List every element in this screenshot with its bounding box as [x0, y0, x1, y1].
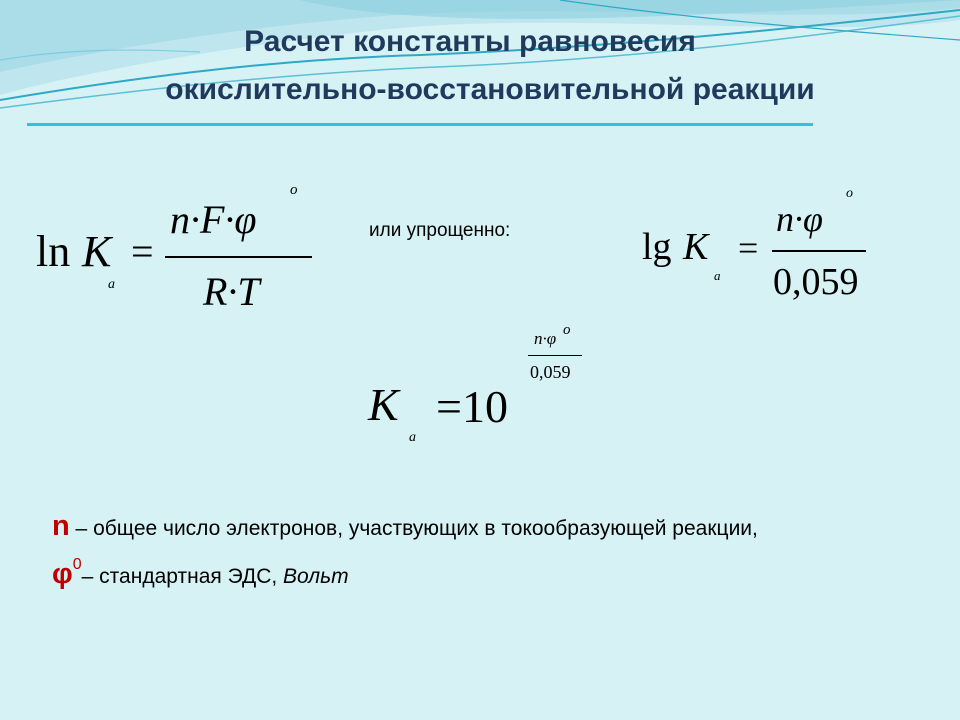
k-subscript-a: a [108, 277, 115, 292]
exponent-superscript-o: o [563, 322, 571, 338]
title-underline [27, 123, 813, 126]
phi-symbol: φ [52, 558, 73, 590]
fraction-bar [165, 256, 312, 258]
phi-description: – стандартная ЭДС, [81, 565, 284, 588]
fraction-denominator: R·T [203, 269, 260, 314]
fraction-numerator: n·φ [776, 199, 823, 239]
legend-phi [52, 556, 349, 591]
legend-n [52, 510, 758, 543]
fraction-numerator: n·F·φ [170, 197, 257, 242]
equals-sign: = [738, 228, 759, 268]
exponent-numerator: n·φ [534, 329, 557, 348]
lg-operator: lg [642, 226, 672, 268]
or-simplified-label: или упрощенно: [369, 220, 511, 241]
k-symbol: K [82, 227, 112, 276]
phi-superscript-zero: 0 [72, 556, 82, 573]
k-subscript-a: a [714, 268, 721, 283]
phi-superscript-o: o [290, 182, 298, 198]
phi-superscript-o: o [846, 186, 853, 201]
k-symbol: K [368, 379, 399, 430]
slide-title-line2: окислительно-восстановительной реакции [165, 73, 815, 106]
fraction-denominator: 0,059 [773, 261, 859, 303]
equals-ten: =10 [436, 381, 508, 432]
slide-title-line1: Расчет константы равновесия [244, 25, 696, 58]
phi-unit: Вольт [283, 565, 349, 588]
exponent-fraction-bar [528, 355, 582, 356]
k-symbol: K [683, 226, 709, 268]
n-description: – общее число электронов, участвующих в токообразующей реакции, [69, 517, 758, 540]
exponent-denominator: 0,059 [530, 362, 571, 382]
n-symbol: n [52, 510, 70, 542]
fraction-bar [772, 250, 866, 252]
equals-sign: = [131, 229, 154, 274]
k-subscript-a: a [409, 430, 416, 445]
ln-operator: ln [36, 227, 71, 276]
